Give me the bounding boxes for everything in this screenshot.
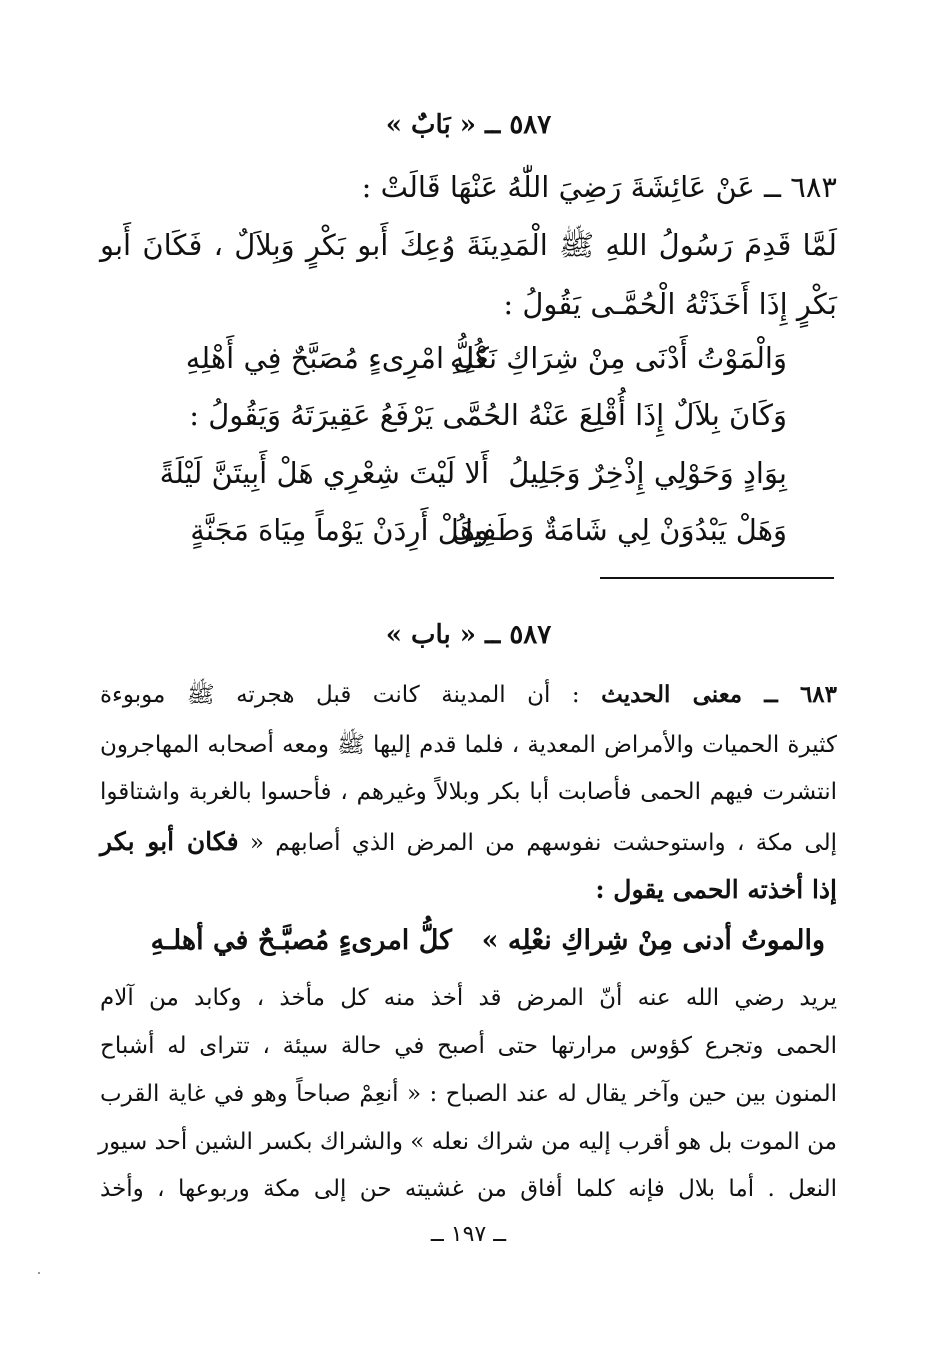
commentary-line-5: إذا أخذته الحمى يقول :: [595, 875, 837, 904]
chapter-heading-2: ٥٨٧ ــ « باب »: [385, 620, 552, 650]
hadith-line-2: لَمَّا قَدِمَ رَسُولُ اللهِ ﷺ الْمَدِينَةَ وُعِكَ أَبو بَكْرٍ وَبِلاَلٌ ، فَكَانَ أَبو: [100, 228, 837, 262]
section-divider: [600, 577, 834, 579]
commentary-verse-second-hemistich: والموتُ أدنى مِنْ شِراكِ نعْلِه »: [481, 925, 825, 956]
verse-2-first-hemistich: أَلا لَيْتَ شِعْرِي هَلْ أَبِيتَنَّ لَيْلَةً: [159, 456, 489, 490]
commentary-line-6: يريد رضي الله عنه أنّ المرض قد أخذ منه كل مأخذ ، وكابد من آلام: [100, 985, 837, 1011]
commentary-line-9: من الموت بل هو أقرب إليه من شراك نعله » والشراك بكسر الشين أحد سيور: [98, 1129, 837, 1155]
page-number: ــ ١٩٧ ــ: [430, 1222, 507, 1247]
hadith-line-4: وَكَانَ بِلاَلٌ إِذَا أُقْلِعَ عَنْهُ الحُمَّى يَرْفَعُ عَقِيرَتَهُ وَيَقُولُ :: [189, 398, 787, 432]
commentary-verse-first-hemistich: كلُّ امرىءٍ مُصبَّـحٌ في أهلـهِ: [150, 925, 452, 956]
verse-3-first-hemistich: وهَلْ أَرِدَنْ يَوْماً مِيَاهَ مَجَنَّةٍ: [190, 513, 489, 547]
verse-1-second-hemistich: وَالْمَوْتُ أَدْنَى مِنْ شِرَاكِ نَعْلِهِ: [449, 341, 787, 375]
commentary-hadith-number: ٦٨٣ ــ معنى الحديث: [601, 681, 837, 708]
verse-1-first-hemistich: كُلُّ امْرِىءٍ مُصَبَّحٌ فِي أَهْلِهِ: [185, 341, 489, 375]
hadith-intro-line: ٦٨٣ ــ عَنْ عَائِشَةَ رَضِيَ اللّٰهُ عَنْهَا قَالَتْ :: [361, 170, 837, 204]
hadith-line-3: بَكْرٍ إِذَا أَخَذَتْهُ الْحُمَّـى يَقُولُ :: [503, 287, 837, 321]
scan-speck: [38, 1272, 40, 1274]
commentary-line-1-rest: : أن المدينة كانت قبل هجرته ﷺ موبوءة: [100, 682, 602, 708]
commentary-line-1: [100, 680, 837, 714]
verse-2-second-hemistich: بِوَادٍ وَحَوْلِي إِذْخِرٌ وَجَلِيلُ: [508, 456, 787, 490]
commentary-line-2: كثيرة الحميات والأمراض المعدية ، فلما قدم إليها ﷺ ومعه أصحابه المهاجرون: [100, 732, 837, 758]
commentary-line-10: النعل . أما بلال فإنه كلما أفاق من غشيته حن إلى مكة وربوعها ، وأخذ: [100, 1176, 837, 1202]
commentary-line-4: [100, 827, 837, 856]
commentary-line-4-plain: إلى مكة ، واستوحشت نفوسهم من المرض الذي أصابهم «: [238, 830, 837, 856]
commentary-line-3: انتشرت فيهم الحمى فأصابت أبا بكر وبلالاً وغيرهم ، فأحسوا بالغربة واشتاقوا: [100, 779, 837, 805]
commentary-quote-bold: فكان أبو بكر: [100, 827, 239, 856]
commentary-line-8: المنون بين حين وآخر يقال له عند الصباح : « أنعِمْ صباحاً وهو في غاية القرب: [100, 1081, 837, 1107]
verse-3-second-hemistich: وَهَلْ يَبْدُوَنْ لِي شَامَةٌ وَطَفِيلُ: [451, 513, 787, 547]
chapter-heading-1: ٥٨٧ ــ « بَابٌ »: [385, 110, 552, 140]
commentary-line-7: الحمى وتجرع كؤوس مرارتها حتى أصبح في حالة سيئة ، تتراى له أشباح: [100, 1033, 837, 1059]
